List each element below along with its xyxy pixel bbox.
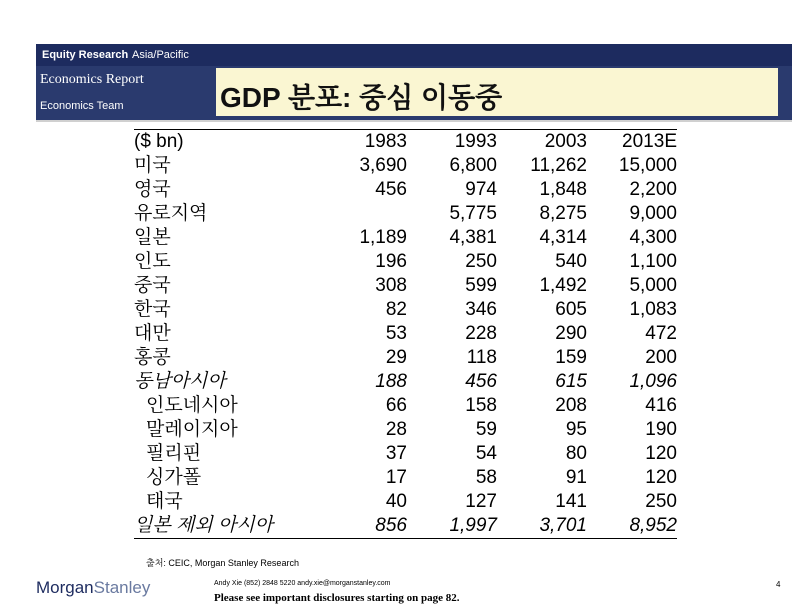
table-row bbox=[134, 154, 677, 178]
unit-label: ($ bn) bbox=[134, 131, 184, 152]
value-cell: 346 bbox=[465, 299, 497, 320]
value-cell: 1,848 bbox=[539, 179, 587, 200]
row-label: 중국 bbox=[134, 275, 171, 296]
table-row bbox=[134, 490, 677, 514]
logo-stanley: Stanley bbox=[93, 578, 151, 597]
value-cell: 159 bbox=[555, 347, 587, 368]
value-cell: 17 bbox=[385, 467, 407, 488]
value-cell: 228 bbox=[465, 323, 497, 344]
row-label: 영국 bbox=[134, 179, 171, 200]
brand-label: Equity Research bbox=[42, 49, 129, 61]
value-cell: 127 bbox=[465, 491, 497, 512]
table-header-row bbox=[134, 129, 677, 154]
report-type: Economics Report bbox=[40, 72, 144, 87]
value-cell: 80 bbox=[565, 443, 587, 464]
table-row bbox=[134, 394, 677, 418]
value-cell: 15,000 bbox=[618, 155, 677, 176]
row-label: 필리핀 bbox=[146, 443, 202, 464]
top-bar bbox=[36, 44, 792, 66]
table-row bbox=[134, 298, 677, 322]
value-cell: 1,189 bbox=[359, 227, 407, 248]
value-cell: 29 bbox=[385, 347, 407, 368]
value-cell: 6,800 bbox=[449, 155, 497, 176]
table-row bbox=[134, 226, 677, 250]
value-cell: 120 bbox=[645, 467, 677, 488]
row-label: 동남아시아 bbox=[134, 371, 226, 392]
table-row bbox=[134, 442, 677, 466]
row-label: 대만 bbox=[134, 323, 171, 344]
value-cell: 1,100 bbox=[629, 251, 677, 272]
row-label: 말레이지아 bbox=[146, 419, 238, 440]
page-title: GDP 분포: 중심 이동중 bbox=[220, 82, 503, 113]
value-cell: 4,381 bbox=[449, 227, 497, 248]
row-label: 태국 bbox=[146, 491, 183, 512]
row-label: 일본 bbox=[134, 227, 171, 248]
column-header: 2003 bbox=[544, 131, 587, 152]
table-row bbox=[134, 466, 677, 490]
row-label: 미국 bbox=[134, 155, 171, 176]
value-cell: 37 bbox=[385, 443, 407, 464]
value-cell: 200 bbox=[645, 347, 677, 368]
value-cell: 308 bbox=[375, 275, 407, 296]
table-row bbox=[134, 250, 677, 274]
value-cell: 540 bbox=[555, 251, 587, 272]
value-cell: 856 bbox=[375, 515, 407, 536]
value-cell: 4,300 bbox=[629, 227, 677, 248]
row-label: 홍콩 bbox=[134, 347, 171, 368]
table-row bbox=[134, 370, 677, 394]
value-cell: 250 bbox=[465, 251, 497, 272]
page-number: 4 bbox=[776, 580, 781, 589]
column-header: 1993 bbox=[454, 131, 497, 152]
disclosure-note: Please see important disclosures starting on page 82. bbox=[214, 592, 460, 604]
row-label: 유로지역 bbox=[134, 203, 208, 224]
value-cell: 91 bbox=[565, 467, 587, 488]
value-cell: 250 bbox=[645, 491, 677, 512]
column-header: 1983 bbox=[364, 131, 407, 152]
value-cell: 290 bbox=[555, 323, 587, 344]
table-row bbox=[134, 418, 677, 442]
value-cell: 456 bbox=[465, 371, 497, 392]
value-cell: 58 bbox=[475, 467, 497, 488]
value-cell: 4,314 bbox=[539, 227, 587, 248]
table-row bbox=[134, 274, 677, 298]
value-cell: 1,997 bbox=[449, 515, 497, 536]
value-cell: 1,096 bbox=[629, 371, 677, 392]
value-cell: 54 bbox=[475, 443, 497, 464]
value-cell: 472 bbox=[645, 323, 677, 344]
logo-morgan: Morgan bbox=[36, 578, 94, 597]
value-cell: 5,000 bbox=[629, 275, 677, 296]
value-cell: 188 bbox=[375, 371, 407, 392]
value-cell: 8,952 bbox=[629, 515, 677, 536]
table-row bbox=[134, 346, 677, 370]
value-cell: 59 bbox=[475, 419, 497, 440]
value-cell: 28 bbox=[385, 419, 407, 440]
title-box bbox=[216, 68, 778, 116]
table-row bbox=[134, 322, 677, 346]
analyst-contact: Andy Xie (852) 2848 5220 andy.xie@morganstanley.com bbox=[214, 580, 391, 587]
value-cell: 605 bbox=[555, 299, 587, 320]
value-cell: 82 bbox=[385, 299, 407, 320]
value-cell: 5,775 bbox=[449, 203, 497, 224]
value-cell: 3,690 bbox=[359, 155, 407, 176]
value-cell: 158 bbox=[465, 395, 497, 416]
header-divider bbox=[36, 120, 792, 122]
value-cell bbox=[317, 202, 407, 226]
region-label: Asia/Pacific bbox=[132, 49, 189, 61]
value-cell: 615 bbox=[555, 371, 587, 392]
table-row bbox=[134, 202, 677, 226]
value-cell: 456 bbox=[375, 179, 407, 200]
morgan-stanley-logo bbox=[36, 578, 150, 598]
value-cell: 141 bbox=[555, 491, 587, 512]
value-cell: 66 bbox=[385, 395, 407, 416]
value-cell: 599 bbox=[465, 275, 497, 296]
report-info-band bbox=[36, 66, 216, 120]
value-cell: 11,262 bbox=[530, 155, 587, 176]
value-cell: 9,000 bbox=[629, 203, 677, 224]
value-cell: 118 bbox=[466, 347, 497, 368]
value-cell: 1,492 bbox=[539, 275, 587, 296]
value-cell: 53 bbox=[385, 323, 407, 344]
value-cell: 2,200 bbox=[629, 179, 677, 200]
value-cell: 40 bbox=[385, 491, 407, 512]
value-cell: 1,083 bbox=[629, 299, 677, 320]
value-cell: 190 bbox=[645, 419, 677, 440]
value-cell: 95 bbox=[565, 419, 587, 440]
row-label: 인도 bbox=[134, 251, 171, 272]
value-cell: 196 bbox=[375, 251, 407, 272]
value-cell: 208 bbox=[555, 395, 587, 416]
source-note: 출처: CEIC, Morgan Stanley Research bbox=[146, 558, 299, 568]
value-cell: 8,275 bbox=[539, 203, 587, 224]
column-header: 2013E bbox=[622, 131, 677, 152]
gdp-table bbox=[134, 129, 677, 539]
table-row bbox=[134, 178, 677, 202]
value-cell: 120 bbox=[645, 443, 677, 464]
value-cell: 416 bbox=[645, 395, 677, 416]
table-row bbox=[134, 514, 677, 539]
value-cell: 974 bbox=[465, 179, 497, 200]
row-label: 인도네시아 bbox=[146, 395, 238, 416]
value-cell: 3,701 bbox=[539, 515, 587, 536]
row-label: 한국 bbox=[134, 299, 171, 320]
row-label: 싱가폴 bbox=[146, 467, 202, 488]
team-name: Economics Team bbox=[40, 100, 124, 112]
row-label: 일본 제외 아시아 bbox=[134, 515, 274, 536]
